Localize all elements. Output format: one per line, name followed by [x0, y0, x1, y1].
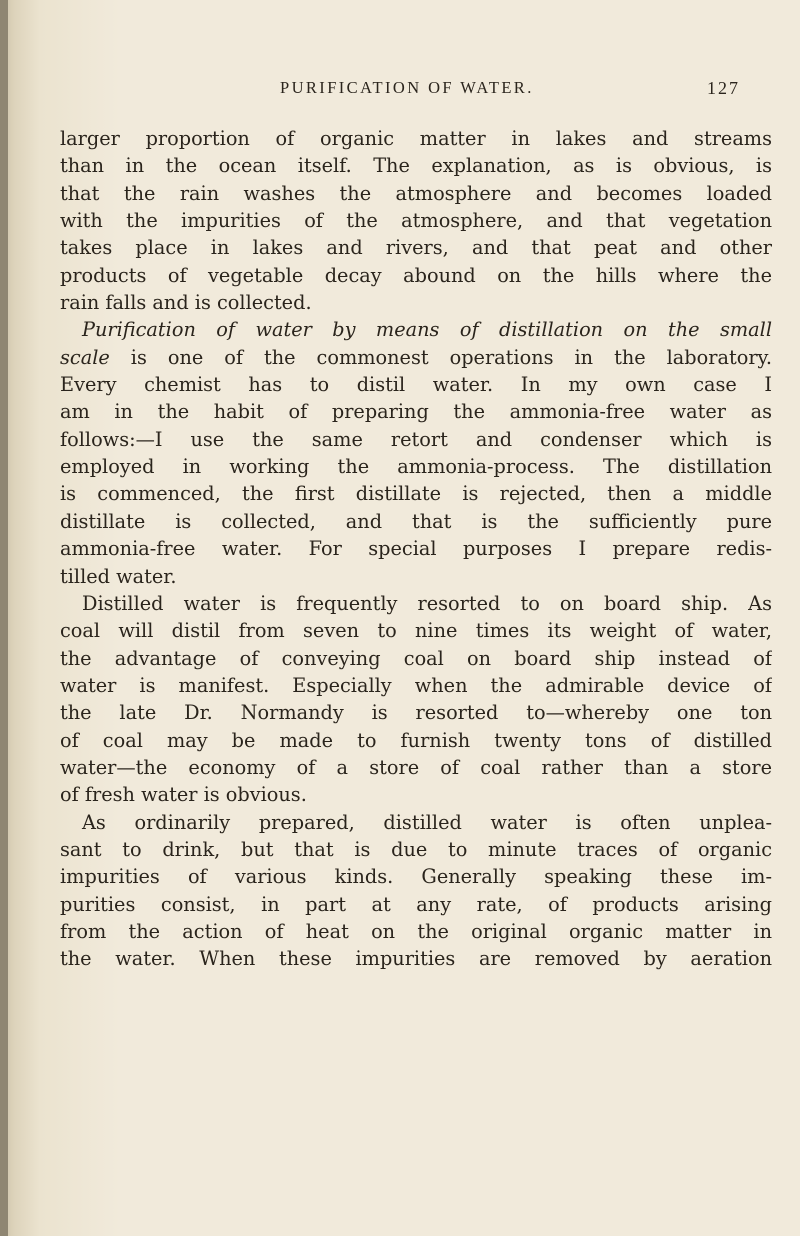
running-title: PURIFICATION OF WATER.: [280, 78, 534, 97]
text-segment: is one of the commonest operations in the laboratory.: [130, 345, 772, 369]
text-line: of coal may be made to furnish twenty tons of distilled: [60, 728, 772, 752]
text-line: the water. When these impurities are removed by aeration: [60, 947, 772, 971]
text-line: impurities of various kinds. Generally speaking these im-: [60, 865, 772, 889]
running-head: [280, 78, 740, 106]
text-line: ammonia-free water. For special purposes I prepare redis-: [60, 537, 772, 561]
text-line: am in the habit of preparing the ammonia-free water as: [60, 400, 772, 424]
text-line: [60, 344, 772, 371]
text-line: with the impurities of the atmosphere, and that vegetation: [60, 209, 772, 233]
text-line: takes place in lakes and rivers, and that peat and other: [60, 236, 772, 260]
text-line: larger proportion of organic matter in lakes and streams: [60, 127, 772, 150]
body-text: [60, 125, 772, 973]
text-line: follows:—I use the same retort and condenser which is: [60, 427, 772, 451]
text-line: from the action of heat on the original organic matter in: [60, 919, 772, 943]
text-line: rain falls and is collected.: [60, 291, 312, 315]
text-line: employed in working the ammonia-process. The distillation: [60, 455, 772, 479]
text-line: the advantage of conveying coal on board ship instead of: [60, 646, 772, 670]
text-line: tilled water.: [60, 564, 177, 588]
text-line: the late Dr. Normandy is resorted to—whereby one ton: [60, 701, 772, 725]
text-line: products of vegetable decay abound on the hills where the: [60, 263, 772, 287]
italic-word: scale: [60, 345, 110, 369]
text-line: Distilled water is frequently resorted to on board ship. As: [82, 591, 772, 615]
text-line: water is manifest. Especially when the admirable device of: [60, 673, 772, 697]
text-line: Every chemist has to distil water. In my own case I: [60, 373, 772, 397]
text-line: water—the economy of a store of coal rather than a store: [60, 755, 772, 779]
text-line: purities consist, in part at any rate, of products arising: [60, 892, 772, 916]
text-line: that the rain washes the atmosphere and becomes loaded: [60, 181, 772, 205]
text-line: As ordinarily prepared, distilled water is often unplea-: [82, 810, 772, 834]
binding-gutter: [0, 0, 8, 1236]
page-number: 127: [707, 78, 740, 98]
italic-heading-line: Purification of water by means of distillation on the small: [82, 318, 772, 342]
text-line: coal will distil from seven to nine times its weight of water,: [60, 619, 772, 643]
text-line: is commenced, the first distillate is rejected, then a middle: [60, 482, 772, 506]
text-line: sant to drink, but that is due to minute traces of organic: [60, 837, 772, 861]
text-line: of fresh water is obvious.: [60, 783, 307, 807]
text-line: distillate is collected, and that is the sufficiently pure: [60, 509, 772, 533]
text-line: than in the ocean itself. The explanation, as is obvious, is: [60, 154, 772, 178]
